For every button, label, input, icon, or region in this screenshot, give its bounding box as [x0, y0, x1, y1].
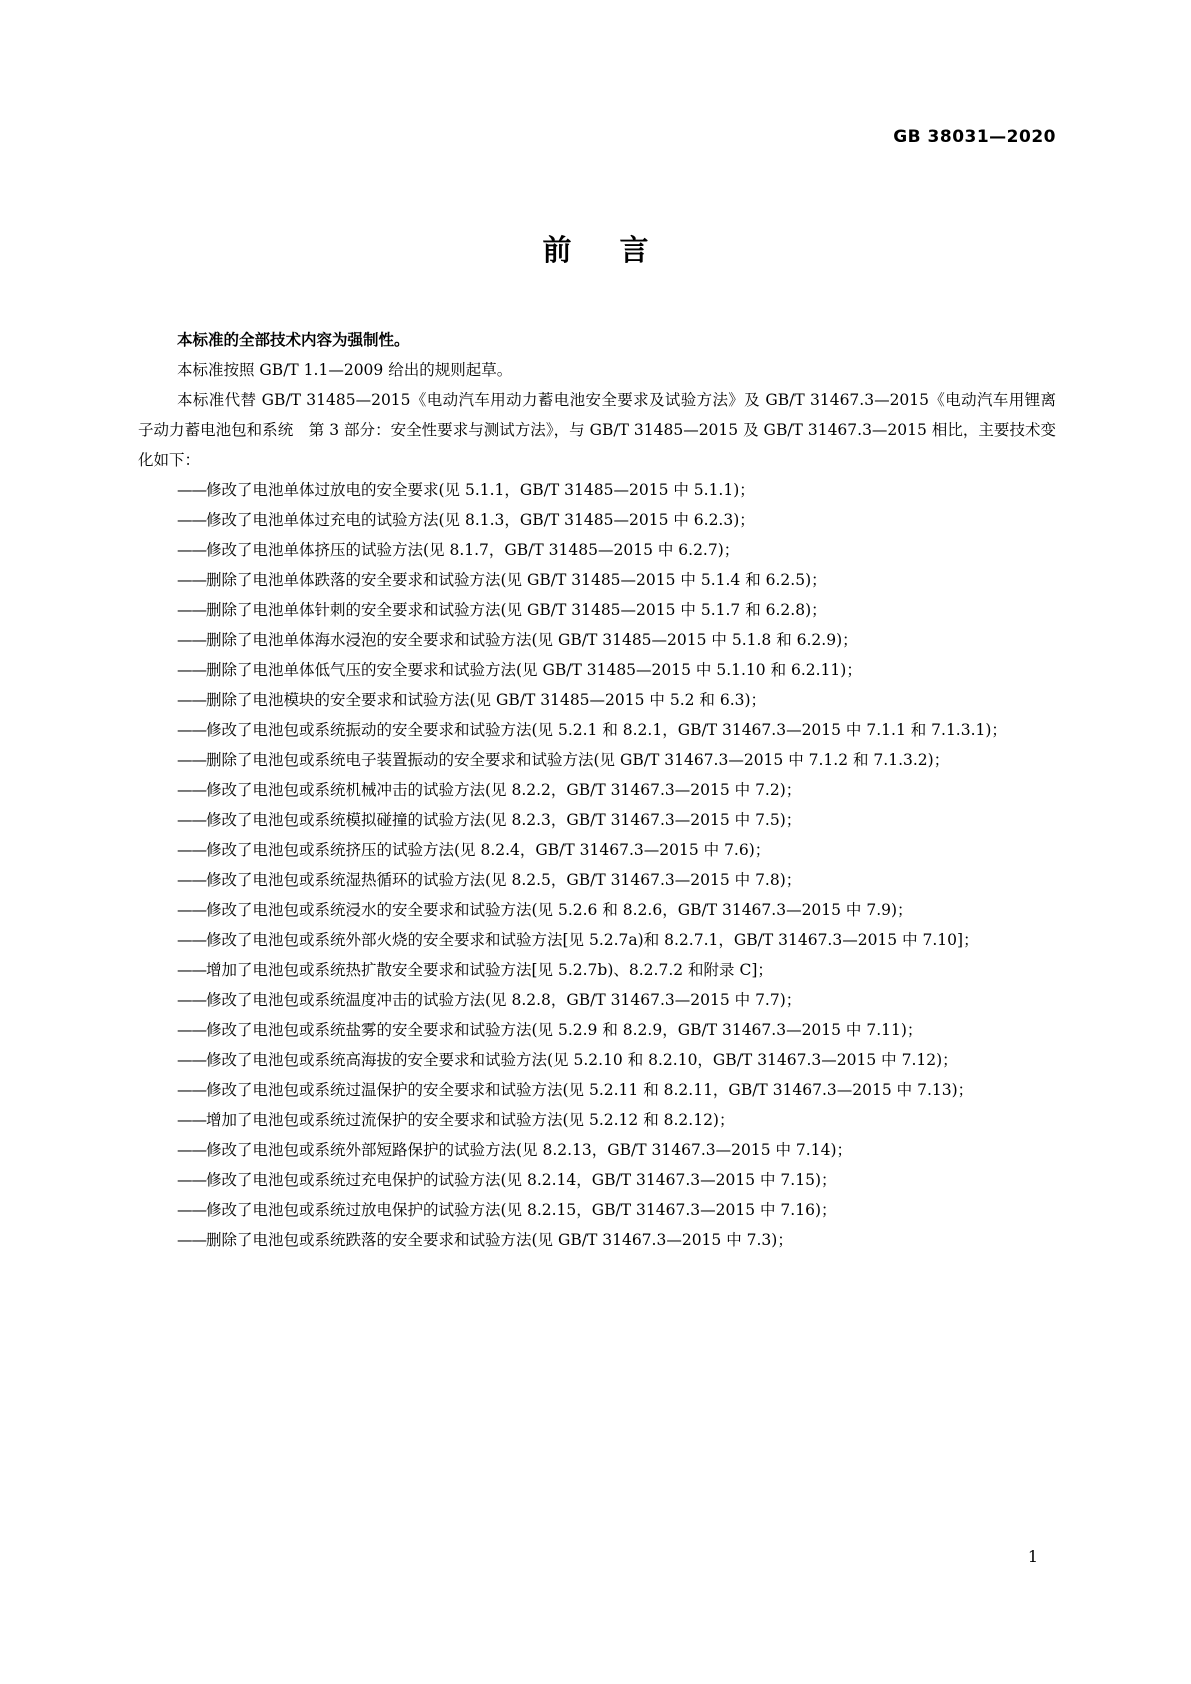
change-text: 修改了电池包或系统浸水的安全要求和试验方法(见 5.2.6 和 8.2.6，GB/T 31467.3—2015 中 7.9)；: [206, 901, 913, 919]
technical-changes-list: [138, 475, 1056, 1255]
list-dash: ——: [177, 1201, 206, 1219]
change-item: [138, 565, 1056, 595]
list-dash: ——: [177, 811, 206, 829]
change-item: [138, 475, 1056, 505]
change-item: [138, 895, 1056, 925]
change-text: 修改了电池包或系统过充电保护的试验方法(见 8.2.14，GB/T 31467.3—2015 中 7.15)；: [206, 1171, 837, 1189]
change-text: 修改了电池包或系统过放电保护的试验方法(见 8.2.15，GB/T 31467.3—2015 中 7.16)；: [206, 1201, 837, 1219]
change-text: 修改了电池单体过放电的安全要求(见 5.1.1，GB/T 31485—2015 中 5.1.1)；: [206, 481, 755, 499]
list-dash: ——: [177, 691, 206, 709]
change-item: [138, 685, 1056, 715]
list-dash: ——: [177, 541, 206, 559]
change-text: 修改了电池包或系统温度冲击的试验方法(见 8.2.8，GB/T 31467.3—2015 中 7.7)；: [206, 991, 802, 1009]
list-dash: ——: [177, 511, 206, 529]
change-item: [138, 925, 1056, 955]
change-item: [138, 865, 1056, 895]
change-text: 修改了电池包或系统盐雾的安全要求和试验方法(见 5.2.9 和 8.2.9，GB/T 31467.3—2015 中 7.11)；: [206, 1021, 923, 1039]
change-item: [138, 655, 1056, 685]
change-item: [138, 775, 1056, 805]
change-text: 删除了电池单体针刺的安全要求和试验方法(见 GB/T 31485—2015 中 5.1.7 和 6.2.8)；: [206, 601, 827, 619]
page-number: 1: [1027, 1547, 1038, 1566]
change-item: [138, 715, 1056, 745]
list-dash: ——: [177, 481, 206, 499]
list-dash: ——: [177, 931, 206, 949]
change-item: [138, 1075, 1056, 1105]
list-dash: ——: [177, 571, 206, 589]
change-item: [138, 745, 1056, 775]
change-item: [138, 1195, 1056, 1225]
change-item: [138, 625, 1056, 655]
change-text: 修改了电池包或系统模拟碰撞的试验方法(见 8.2.3，GB/T 31467.3—2015 中 7.5)；: [206, 811, 802, 829]
change-text: 修改了电池单体挤压的试验方法(见 8.1.7，GB/T 31485—2015 中 6.2.7)；: [206, 541, 740, 559]
change-item: [138, 535, 1056, 565]
change-text: 修改了电池包或系统机械冲击的试验方法(见 8.2.2，GB/T 31467.3—2015 中 7.2)；: [206, 781, 802, 799]
list-dash: ——: [177, 631, 206, 649]
change-item: [138, 595, 1056, 625]
change-text: 修改了电池包或系统外部短路保护的试验方法(见 8.2.13，GB/T 31467.3—2015 中 7.14)；: [206, 1141, 852, 1159]
change-item: [138, 985, 1056, 1015]
list-dash: ——: [177, 1021, 206, 1039]
change-item: [138, 1045, 1056, 1075]
list-dash: ——: [177, 1111, 206, 1129]
standard-number: GB 38031—2020: [893, 127, 1056, 147]
change-item: [138, 1165, 1056, 1195]
change-item: [138, 1105, 1056, 1135]
change-text: 删除了电池单体跌落的安全要求和试验方法(见 GB/T 31485—2015 中 5.1.4 和 6.2.5)；: [206, 571, 827, 589]
change-text: 修改了电池包或系统振动的安全要求和试验方法(见 5.2.1 和 8.2.1，GB/T 31467.3—2015 中 7.1.1 和 7.1.3.1)；: [206, 721, 1007, 739]
drafting-rule-statement: 本标准按照 GB/T 1.1—2009 给出的规则起草。: [177, 361, 513, 379]
document-body: [138, 325, 1056, 1255]
change-text: 修改了电池包或系统外部火烧的安全要求和试验方法[见 5.2.7a)和 8.2.7.1，GB/T 31467.3—2015 中 7.10]；: [206, 931, 979, 949]
change-item: [138, 505, 1056, 535]
list-dash: ——: [177, 991, 206, 1009]
list-dash: ——: [177, 961, 206, 979]
list-dash: ——: [177, 751, 206, 769]
change-text: 修改了电池包或系统高海拔的安全要求和试验方法(见 5.2.10 和 8.2.10，GB/T 31467.3—2015 中 7.12)；: [206, 1051, 958, 1069]
change-text: 修改了电池包或系统挤压的试验方法(见 8.2.4，GB/T 31467.3—2015 中 7.6)；: [206, 841, 771, 859]
change-text: 删除了电池包或系统跌落的安全要求和试验方法(见 GB/T 31467.3—2015 中 7.3)；: [206, 1231, 793, 1249]
change-text: 删除了电池包或系统电子装置振动的安全要求和试验方法(见 GB/T 31467.3—2015 中 7.1.2 和 7.1.3.2)；: [206, 751, 950, 769]
change-item: [138, 955, 1056, 985]
page-title: 前言: [542, 233, 697, 267]
list-dash: ——: [177, 721, 206, 739]
change-text: 增加了电池包或系统热扩散安全要求和试验方法[见 5.2.7b)、8.2.7.2 和附录 C]；: [206, 961, 773, 979]
change-item: [138, 1135, 1056, 1165]
list-dash: ——: [177, 1141, 206, 1159]
list-dash: ——: [177, 871, 206, 889]
replacement-statement: 本标准代替 GB/T 31485—2015《电动汽车用动力蓄电池安全要求及试验方法》及 GB/T 31467.3—2015《电动汽车用锂离子动力蓄电池包和系统 第 3 部分：安全性要求与测试方法》，与 GB/T 31485—2015 及 GB/T 31467.3—2015 相比，主要技术变化如下：: [138, 391, 1056, 469]
list-dash: ——: [177, 1051, 206, 1069]
list-dash: ——: [177, 1231, 206, 1249]
change-text: 修改了电池包或系统过温保护的安全要求和试验方法(见 5.2.11 和 8.2.11，GB/T 31467.3—2015 中 7.13)；: [206, 1081, 974, 1099]
list-dash: ——: [177, 661, 206, 679]
change-item: [138, 835, 1056, 865]
list-dash: ——: [177, 1081, 206, 1099]
change-item: [138, 805, 1056, 835]
change-text: 删除了电池单体海水浸泡的安全要求和试验方法(见 GB/T 31485—2015 中 5.1.8 和 6.2.9)；: [206, 631, 858, 649]
change-text: 修改了电池包或系统湿热循环的试验方法(见 8.2.5，GB/T 31467.3—2015 中 7.8)；: [206, 871, 802, 889]
list-dash: ——: [177, 901, 206, 919]
change-item: [138, 1225, 1056, 1255]
change-text: 增加了电池包或系统过流保护的安全要求和试验方法(见 5.2.12 和 8.2.12)；: [206, 1111, 735, 1129]
mandatory-statement: 本标准的全部技术内容为强制性。: [177, 331, 410, 349]
list-dash: ——: [177, 601, 206, 619]
list-dash: ——: [177, 1171, 206, 1189]
change-text: 删除了电池单体低气压的安全要求和试验方法(见 GB/T 31485—2015 中 5.1.10 和 6.2.11)；: [206, 661, 862, 679]
list-dash: ——: [177, 841, 206, 859]
change-item: [138, 1015, 1056, 1045]
change-text: 删除了电池模块的安全要求和试验方法(见 GB/T 31485—2015 中 5.2 和 6.3)；: [206, 691, 767, 709]
change-text: 修改了电池单体过充电的试验方法(见 8.1.3，GB/T 31485—2015 中 6.2.3)；: [206, 511, 755, 529]
list-dash: ——: [177, 781, 206, 799]
